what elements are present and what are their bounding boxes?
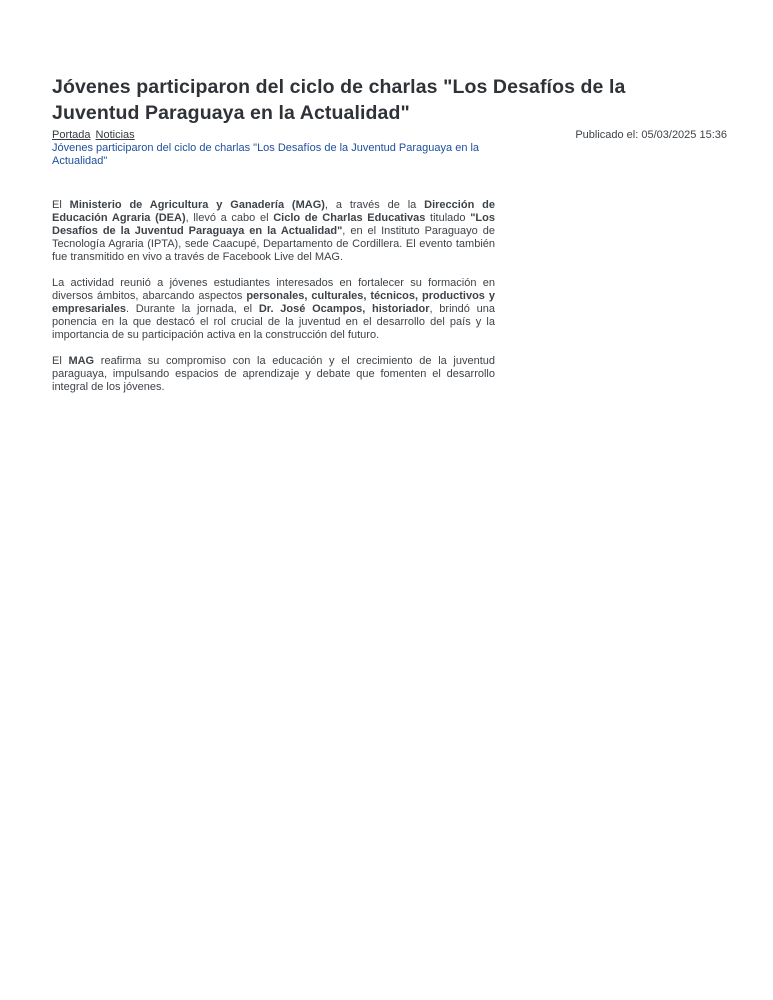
breadcrumb-link-portada[interactable]: Portada xyxy=(52,129,91,141)
published-date: Publicado el: 05/03/2025 15:36 xyxy=(575,129,727,141)
breadcrumb-link-noticias[interactable]: Noticias xyxy=(95,129,135,141)
breadcrumb-current-page[interactable]: Jóvenes participaron del ciclo de charlas "Los Desafíos de la Juventud Paraguaya en la Actualidad" xyxy=(52,142,480,167)
article-paragraph: La actividad reunió a jóvenes estudiantes interesados en fortalecer su formación en diversos ámbitos, abarcando aspectos personales, culturales, técnicos, productivos y empresariales. Durante la jornada, el Dr. José Ocampos, historiador, brindó una ponencia en la que destacó el rol crucial de la juventud en el desarrollo del país y la importancia de su participación activa en la construcción del futuro. xyxy=(52,277,495,341)
page-title: Jóvenes participaron del ciclo de charlas "Los Desafíos de la Juventud Paraguaya en la Actualidad" xyxy=(52,76,626,124)
meta-row xyxy=(52,129,727,142)
breadcrumb xyxy=(52,129,135,142)
article-paragraph: El Ministerio de Agricultura y Ganadería (MAG), a través de la Dirección de Educación Agraria (DEA), llevó a cabo el Ciclo de Charlas Educativas titulado "Los Desafíos de la Juventud Paraguaya en la Actualidad", en el Instituto Paraguayo de Tecnología Agraria (IPTA), sede Caacupé, Departamento de Cordillera. El evento también fue transmitido en vivo a través de Facebook Live del MAG. xyxy=(52,199,495,263)
article-body xyxy=(52,199,495,394)
article-paragraph: El MAG reafirma su compromiso con la educación y el crecimiento de la juventud paraguaya, impulsando espacios de aprendizaje y debate que fomenten el desarrollo integral de los jóvenes. xyxy=(52,355,496,393)
article-page xyxy=(0,0,773,394)
